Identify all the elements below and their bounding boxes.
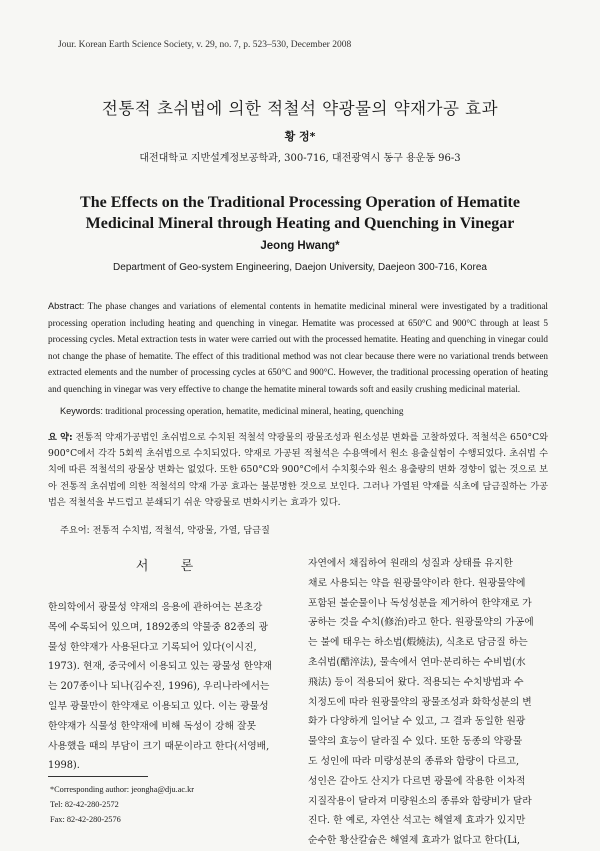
body-line: 는 불에 태우는 하소법(煆燒法), 식초로 담금질 하는 xyxy=(308,637,528,649)
fax: Fax: 82-42-280-2576 xyxy=(50,815,121,824)
section-heading-introduction: 서 론 xyxy=(135,559,208,574)
telephone: Tel: 82-42-280-2572 xyxy=(50,800,119,809)
footnote xyxy=(50,782,194,827)
body-line: 한의학에서 광물성 약재의 응용에 관하여는 본초강 xyxy=(48,602,263,613)
body-line: 순수한 황산칼슘은 해열제 효과가 없다고 한다(Li, xyxy=(308,835,520,847)
body-line: 목에 수록되어 있으며, 1892종의 약물중 82종의 광 xyxy=(48,621,269,633)
korean-author: 황 정* xyxy=(284,130,316,143)
keywords-text: traditional processing operation, hematite, medicinal mineral, heating, quenching xyxy=(105,406,404,416)
journal-header: Jour. Korean Earth Science Society, v. 29, no. 7, p. 523–530, December 2008 xyxy=(58,40,352,50)
body-line: 진다. 한 예로, 자연산 석고는 해열제 효과가 있지만 xyxy=(308,815,526,827)
keywords xyxy=(60,406,550,416)
body-line: 물성 한약재가 사용된다고 기록되어 있다(이시진, xyxy=(48,641,257,653)
body-line: 성인은 같아도 산지가 다르면 광물에 작용한 이차적 xyxy=(308,775,526,787)
korean-title: 전통적 초쉬법에 의한 적철석 약광물의 약재가공 효과 xyxy=(101,99,499,118)
body-line: 한약재가 식물성 한약재에 비해 독성이 강해 잘못 xyxy=(48,720,256,732)
korean-keywords-text: 전통적 수치법, 적철석, 약광물, 가열, 담금질 xyxy=(92,525,270,536)
body-line: 飛法) 등이 적용되어 왔다. 적용되는 수치방법과 수 xyxy=(308,676,524,688)
right-column xyxy=(308,554,553,851)
body-line: 1973). 현재, 중국에서 이용되고 있는 광물성 한약재 xyxy=(48,661,273,673)
body-line: 포함된 불순물이나 독성성분을 제거하여 한약재로 가 xyxy=(308,597,532,609)
body-line: 공하는 것을 수치(修治)라고 한다. 원광물약의 가공에 xyxy=(308,617,534,629)
body-line: 초쉬법(醋淬法), 물속에서 연마·분리하는 수비법(水 xyxy=(308,656,526,668)
english-author: Jeong Hwang* xyxy=(260,240,340,252)
abstract xyxy=(48,298,548,397)
abstract-label: Abstract: xyxy=(48,301,85,311)
body-line: 채로 사용되는 약을 원광물약이라 한다. 원광물약에 xyxy=(308,577,526,589)
body-line: 사용했을 때의 부담이 크기 때문이라고 한다(서영배, xyxy=(48,740,270,752)
english-title xyxy=(0,192,600,234)
body-line: 치정도에 따라 원광물약의 광물조성과 화학성분의 변 xyxy=(308,696,532,708)
english-title-line-1: The Effects on the Traditional Processing Operation of Hematite xyxy=(80,194,520,211)
footnote-divider xyxy=(48,776,148,777)
body-line: 1998). xyxy=(48,760,80,772)
body-line: 화가 다양하게 일어날 수 있고, 그 결과 동일한 원광 xyxy=(308,716,526,728)
body-line: 도 성인에 따라 미량성분의 종류와 함량이 다르고, xyxy=(308,755,520,767)
body-line: 지질작용이 달라져 미량원소의 종류와 함량비가 달라 xyxy=(308,795,532,807)
body-line: 자연에서 채집하여 원래의 성질과 상태를 유지한 xyxy=(308,558,513,569)
corresponding-author: *Corresponding author: jeongha@dju.ac.kr xyxy=(50,785,195,794)
summary-label: 요 약: xyxy=(48,432,73,443)
left-column xyxy=(48,598,295,776)
body-line: 는 207종이나 되나(김수진, 1996), 우리나라에서는 xyxy=(48,681,270,693)
body-line: 일부 광물만이 한약재로 이용되고 있다. 이는 광물성 xyxy=(48,700,269,712)
korean-summary xyxy=(48,430,548,511)
english-affiliation: Department of Geo-system Engineering, Daejon University, Daejeon 300-716, Korea xyxy=(113,262,487,273)
korean-affiliation: 대전대학교 지반설계정보공학과, 300-716, 대전광역시 동구 용운동 96-3 xyxy=(139,153,461,164)
korean-keywords xyxy=(60,522,550,536)
summary-text: 전통적 약재가공법인 초쉬법으로 수치된 적철석 약광물의 광물조성과 원소성분 변화를 고찰하였다. 적철석은 650°C와 900°C에서 각각 5회씩 초쉬법으로 수치되었다. 약재로 가공된 적철석은 수용액에서 원소 용출실험이 수행되었다. 초쉬법 수치에 따른 적철석의 광물상 변화는 없었다. 또한 650°C와 900°C에서 수치횟수와 원소 용출량의 변화 경향이 없는 것으로 보아 전통적 초쉬법에 의한 적철석의 약재 가공 효과는 불분명한 것으로 보인다. 그러나 가열된 약재를 식초에 담금질하는 가공법은 적철석을 부드럽고 분쇄되기 쉬운 약광물로 변화시키는 효과가 있다. xyxy=(48,432,549,508)
abstract-text: The phase changes and variations of elemental contents in hematite medicinal mineral were investigated by a traditional processing operation including heating and quenching in vinegar. Hematite was processed at 650°C and 900°C through at least 5 processing cycles. Metal extraction tests in water were carried out with the processed hematite. Heating and quenching in vinegar could not change the phase of hematite. The effect of this traditional method was not clear because there were no variational trends between extracted elements and the number of processing cycles at 650°C and 900°C. However, the traditional processing operation of heating and quenching in vinegar was very effective to change the hematite mineral towards soft and easily crushing medicinal material. xyxy=(48,301,548,394)
keywords-label: Keywords: xyxy=(60,406,103,416)
korean-keywords-label: 주요어: xyxy=(60,525,90,536)
english-title-line-2: Medicinal Mineral through Heating and Quenching in Vinegar xyxy=(85,215,515,232)
body-line: 물약의 효능이 달라질 수 있다. 또한 동종의 약광물 xyxy=(308,736,523,748)
